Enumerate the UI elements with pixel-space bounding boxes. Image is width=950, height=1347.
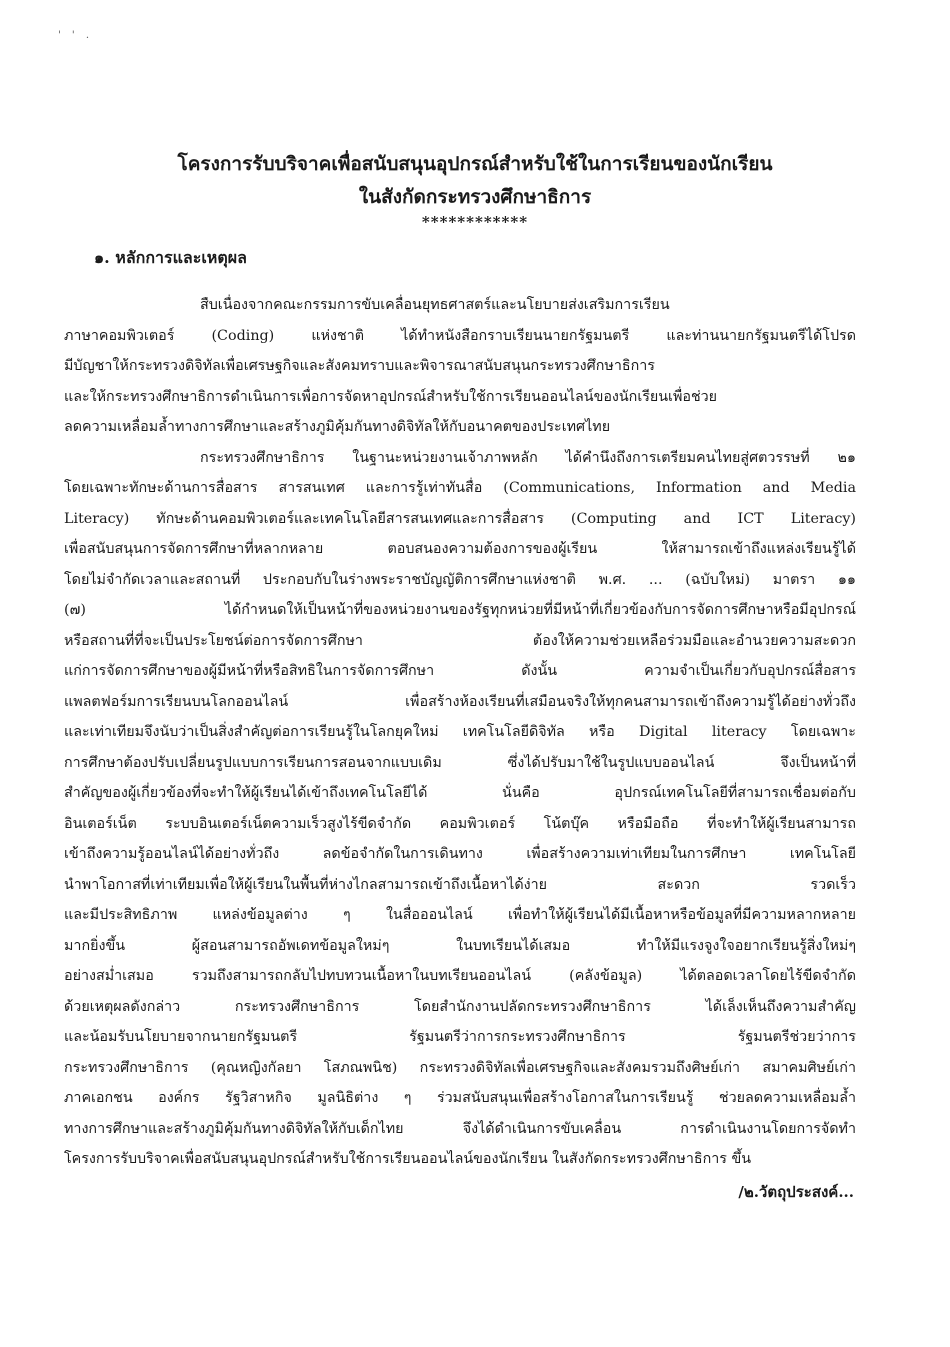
- continuation-marker: /๒.วัตถุประสงค์...: [738, 1183, 854, 1201]
- paragraph-2-line: อินเตอร์เน็ต ระบบอินเตอร์เน็ตความเร็วสูงไร้ขีดจำกัด คอมพิวเตอร์ โน้ตบุ๊ค หรือมือถือ ที่จะทำให้ผู้เรียนสามารถ: [64, 815, 856, 832]
- paragraph-2-line: โครงการรับบริจาคเพื่อสนับสนุนอุปกรณ์สำหรับใช้การเรียนออนไลน์ของนักเรียน ในสังกัดกระทรวงศึกษาธิการ ขึ้น: [64, 1151, 752, 1167]
- paragraph-1-line: มีบัญชาให้กระทรวงดิจิทัลเพื่อเศรษฐกิจและสังคมทราบและพิจารณาสนับสนุนกระทรวงศึกษาธิการ: [64, 358, 655, 374]
- paragraph-2-line: และเท่าเทียมจึงนับว่าเป็นสิ่งสำคัญต่อการเรียนรู้ในโลกยุคใหม่ เทคโนโลยีดิจิทัล หรือ Digital literacy โดยเฉพาะ: [64, 724, 856, 740]
- section-1-heading: ๑. หลักการและเหตุผล: [94, 248, 247, 267]
- document-title-line-1: โครงการรับบริจาคเพื่อสนับสนุนอุปกรณ์สำหรับใช้ในการเรียนของนักเรียน: [177, 153, 773, 175]
- paragraph-1-line: ภาษาคอมพิวเตอร์ (Coding) แห่งชาติ ได้ทำหนังสือกราบเรียนนายกรัฐมนตรี และท่านนายกรัฐมนตรีได้โปรด: [64, 327, 856, 344]
- paragraph-2-line: กระทรวงศึกษาธิการ ในฐานะหน่วยงานเจ้าภาพหลัก ได้คำนึงถึงการเตรียมคนไทยสู่ศตวรรษที่ ๒๑: [200, 449, 856, 466]
- paragraph-2-line: นำพาโอกาสที่เท่าเทียมเพื่อให้ผู้เรียนในพื้นที่ห่างไกลสามารถเข้าถึงเนื้อหาได้ง่าย สะดวก รวดเร็ว: [64, 876, 856, 893]
- paragraph-2-line: การศึกษาต้องปรับเปลี่ยนรูปแบบการเรียนการสอนจากแบบเดิม ซึ่งได้ปรับมาใช้ในรูปแบบออนไลน์ จึงเป็นหน้าที่: [64, 754, 856, 771]
- paragraph-2-line: โดยเฉพาะทักษะด้านการสื่อสาร สารสนเทศ และการรู้เท่าทันสื่อ (Communications, Information and Media: [64, 480, 856, 496]
- paragraph-2-line: แพลตฟอร์มการเรียนบนโลกออนไลน์ เพื่อสร้างห้องเรียนที่เสมือนจริงให้ทุกคนสามารถเข้าถึงความรู้ได้อย่างทั่วถึง: [64, 693, 856, 710]
- paragraph-2-line: เพื่อสนับสนุนการจัดการศึกษาที่หลากหลาย ตอบสนองความต้องการของผู้เรียน ให้สามารถเข้าถึงแหล่งเรียนรู้ได้: [64, 541, 856, 557]
- paragraph-2-line: Literacy) ทักษะด้านคอมพิวเตอร์และเทคโนโลยีสารสนเทศและการสื่อสาร (Computing and ICT Literacy): [64, 510, 856, 527]
- paragraph-2-line: และมีประสิทธิภาพ แหล่งข้อมูลต่าง ๆ ในสื่อออนไลน์ เพื่อทำให้ผู้เรียนได้มีเนื้อหาหรือข้อมูลที่มีความหลากหลาย: [64, 907, 856, 923]
- title-separator: ************: [421, 213, 529, 231]
- paragraph-2-line: ภาคเอกชน องค์กร รัฐวิสาหกิจ มูลนิธิต่าง ๆ ร่วมสนับสนุนเพื่อสร้างโอกาสในการเรียนรู้ ช่วยลดความเหลื่อมล้ำ: [64, 1090, 856, 1106]
- paragraph-1-line: สืบเนื่องจากคณะกรรมการขับเคลื่อนยุทธศาสตร์และนโยบายส่งเสริมการเรียน: [200, 297, 670, 313]
- paragraph-2-line: สำคัญของผู้เกี่ยวข้องที่จะทำให้ผู้เรียนได้เข้าถึงเทคโนโลยีได้ นั่นคือ อุปกรณ์เทคโนโลยีที่สามารถเชื่อมต่อกับ: [64, 785, 856, 801]
- paragraph-2-line: กระทรวงศึกษาธิการ (คุณหญิงกัลยา โสภณพนิช) กระทรวงดิจิทัลเพื่อเศรษฐกิจและสังคมรวมถึงศิษย์เก่า สมาคมศิษย์เก่า: [64, 1059, 856, 1076]
- paragraph-2-line: ทางการศึกษาและสร้างภูมิคุ้มกันทางดิจิทัลให้กับเด็กไทย จึงได้ดำเนินการขับเคลื่อน การดำเนินงานโดยการจัดทำ: [64, 1120, 856, 1137]
- paragraph-1-line: ลดความเหลื่อมล้ำทางการศึกษาและสร้างภูมิคุ้มกันทางดิจิทัลให้กับอนาคตของประเทศไทย: [64, 419, 611, 435]
- paragraph-2-line: ด้วยเหตุผลดังกล่าว กระทรวงศึกษาธิการ โดยสำนักงานปลัดกระทรวงศึกษาธิการ ได้เล็งเห็นถึงความสำคัญ: [64, 998, 856, 1015]
- document-title-line-2: ในสังกัดกระทรวงศึกษาธิการ: [358, 186, 592, 208]
- section-1-body: [64, 290, 856, 1175]
- paragraph-2-line: มากยิ่งขึ้น ผู้สอนสามารถอัพเดทข้อมูลใหม่ๆ ในบทเรียนได้เสมอ ทำให้มีแรงจูงใจอยากเรียนรู้สิ่งใหม่ๆ: [64, 937, 856, 954]
- scan-specks: ' ' .: [58, 30, 94, 41]
- paragraph-2-line: โดยไม่จำกัดเวลาและสถานที่ ประกอบกับในร่างพระราชบัญญัติการศึกษาแห่งชาติ พ.ศ. ... (ฉบับใหม่) มาตรา ๑๑: [64, 571, 856, 588]
- paragraph-2-line: อย่างสม่ำเสมอ รวมถึงสามารถกลับไปทบทวนเนื้อหาในบทเรียนออนไลน์ (คลังข้อมูล) ได้ตลอดเวลาโดยไร้ขีดจำกัด: [64, 968, 856, 984]
- paragraph-2-line: แก่การจัดการศึกษาของผู้มีหน้าที่หรือสิทธิในการจัดการศึกษา ดังนั้น ความจำเป็นเกี่ยวกับอุปกรณ์สื่อสาร: [64, 663, 856, 679]
- paragraph-2-line: (๗) ได้กำหนดให้เป็นหน้าที่ของหน่วยงานของรัฐทุกหน่วยที่มีหน้าที่เกี่ยวข้องกับการจัดการศึกษาหรือมีอุปกรณ์: [64, 602, 856, 618]
- paragraph-2-line: และน้อมรับนโยบายจากนายกรัฐมนตรี รัฐมนตรีว่าการกระทรวงศึกษาธิการ รัฐมนตรีช่วยว่าการ: [64, 1029, 856, 1045]
- paragraph-2-line: เข้าถึงความรู้ออนไลน์ได้อย่างทั่วถึง ลดข้อจำกัดในการเดินทาง เพื่อสร้างความเท่าเทียมในการศึกษา เทคโนโลยี: [64, 846, 856, 862]
- paragraph-2-line: หรือสถานที่ที่จะเป็นประโยชน์ต่อการจัดการศึกษา ต้องให้ความช่วยเหลือร่วมมือและอำนวยความสะดวก: [64, 632, 856, 649]
- paragraph-1-line: และให้กระทรวงศึกษาธิการดำเนินการเพื่อการจัดหาอุปกรณ์สำหรับใช้การเรียนออนไลน์ของนักเรียนเพื่อช่วย: [64, 388, 718, 405]
